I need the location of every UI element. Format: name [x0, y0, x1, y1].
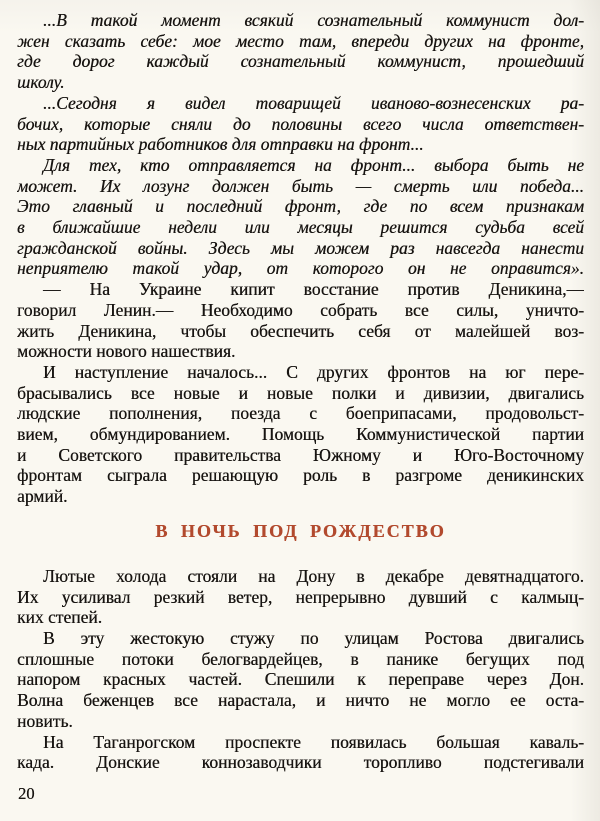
text-line: И наступление началось... С других фронтов на юг пере-	[43, 361, 584, 382]
text-line: ...В такой момент всякий сознательный коммунист дол-	[43, 10, 584, 30]
text-line: говорил Ленин.— Необходимо собрать все силы, уничто-	[17, 299, 584, 320]
text-line: На Таганрогском проспекте появилась большая каваль-	[43, 731, 584, 752]
text-line: где дорог каждый сознательный коммунист, прошедший	[17, 51, 584, 72]
text-line: — На Украине кипит восстание против Деникина,—	[43, 279, 584, 300]
text-line: ных партийных работников для отправки на фронт...	[17, 134, 424, 155]
text-line: вием, обмундированием. Помощь Коммунистической партии	[17, 424, 584, 445]
text-line: ких степей.	[17, 607, 103, 628]
text-line: гражданской войны. Здесь мы можем раз навсегда нанести	[17, 237, 584, 258]
text-line: В эту жестокую стужу по улицам Ростова двигались	[43, 627, 584, 648]
page-number: 20	[18, 784, 35, 803]
text-line: када. Донские коннозаводчики торопливо подстегивали	[17, 752, 584, 773]
paragraph	[17, 10, 584, 93]
text-line: жить Деникина, чтобы обеспечить себя от малейшей воз-	[17, 320, 584, 341]
text-line: Для тех, кто отправляется на фронт... выбора быть не	[43, 154, 584, 175]
text-line: неприятелю такой удар, от которого он не оправится».	[17, 258, 584, 279]
text-line: школу.	[17, 72, 65, 93]
paragraph	[17, 732, 584, 773]
text-line: фронтам сыграла решающую роль в разгроме деникинских	[17, 465, 584, 486]
text-line: Волна беженцев все нарастала, и ничто не могло ее оста-	[17, 690, 584, 711]
paragraph	[17, 155, 584, 279]
text-line: армий.	[17, 486, 68, 507]
text-line: может. Их лозунг должен быть — смерть или победа...	[17, 175, 584, 196]
text-line: в ближайшие недели или месяцы решится судьба всей	[17, 217, 584, 238]
text-line: ...Сегодня я видел товарищей иваново-вознесенских ра-	[43, 92, 584, 113]
text-line: сплошные потоки белогвардейцев, в панике бегущих под	[17, 648, 584, 669]
text-line: брасывались все новые и новые полки и дивизии, двигались	[17, 382, 584, 403]
paragraph	[17, 566, 584, 628]
text-line: Лютые холода стояли на Дону в декабре девятнадцатого.	[43, 565, 584, 586]
text-line: можности нового нашествия.	[17, 341, 236, 362]
paragraph	[17, 93, 584, 155]
section-heading: В НОЧЬ ПОД РОЖДЕСТВО	[155, 520, 446, 541]
paragraph	[17, 628, 584, 732]
paragraph	[17, 362, 584, 507]
text-line: напором красных частей. Спешили к переправе через Дон.	[17, 669, 584, 690]
text-line: жен сказать себе: мое место там, впереди других на фронте,	[17, 30, 584, 51]
text-line: людские пополнения, поезда с боеприпасами, продовольст-	[17, 403, 584, 424]
paragraph	[17, 279, 584, 362]
text-line: бочих, которые сняли до половины всего числа ответствен-	[17, 113, 584, 134]
text-line: Это главный и последний фронт, где по всем признакам	[17, 196, 584, 217]
text-line: новить.	[17, 710, 73, 731]
text-line: и Советского правительства Южному и Юго-Восточному	[17, 444, 584, 465]
text-line: Их усиливал резкий ветер, непрерывно дувший с калмыц-	[17, 586, 584, 607]
